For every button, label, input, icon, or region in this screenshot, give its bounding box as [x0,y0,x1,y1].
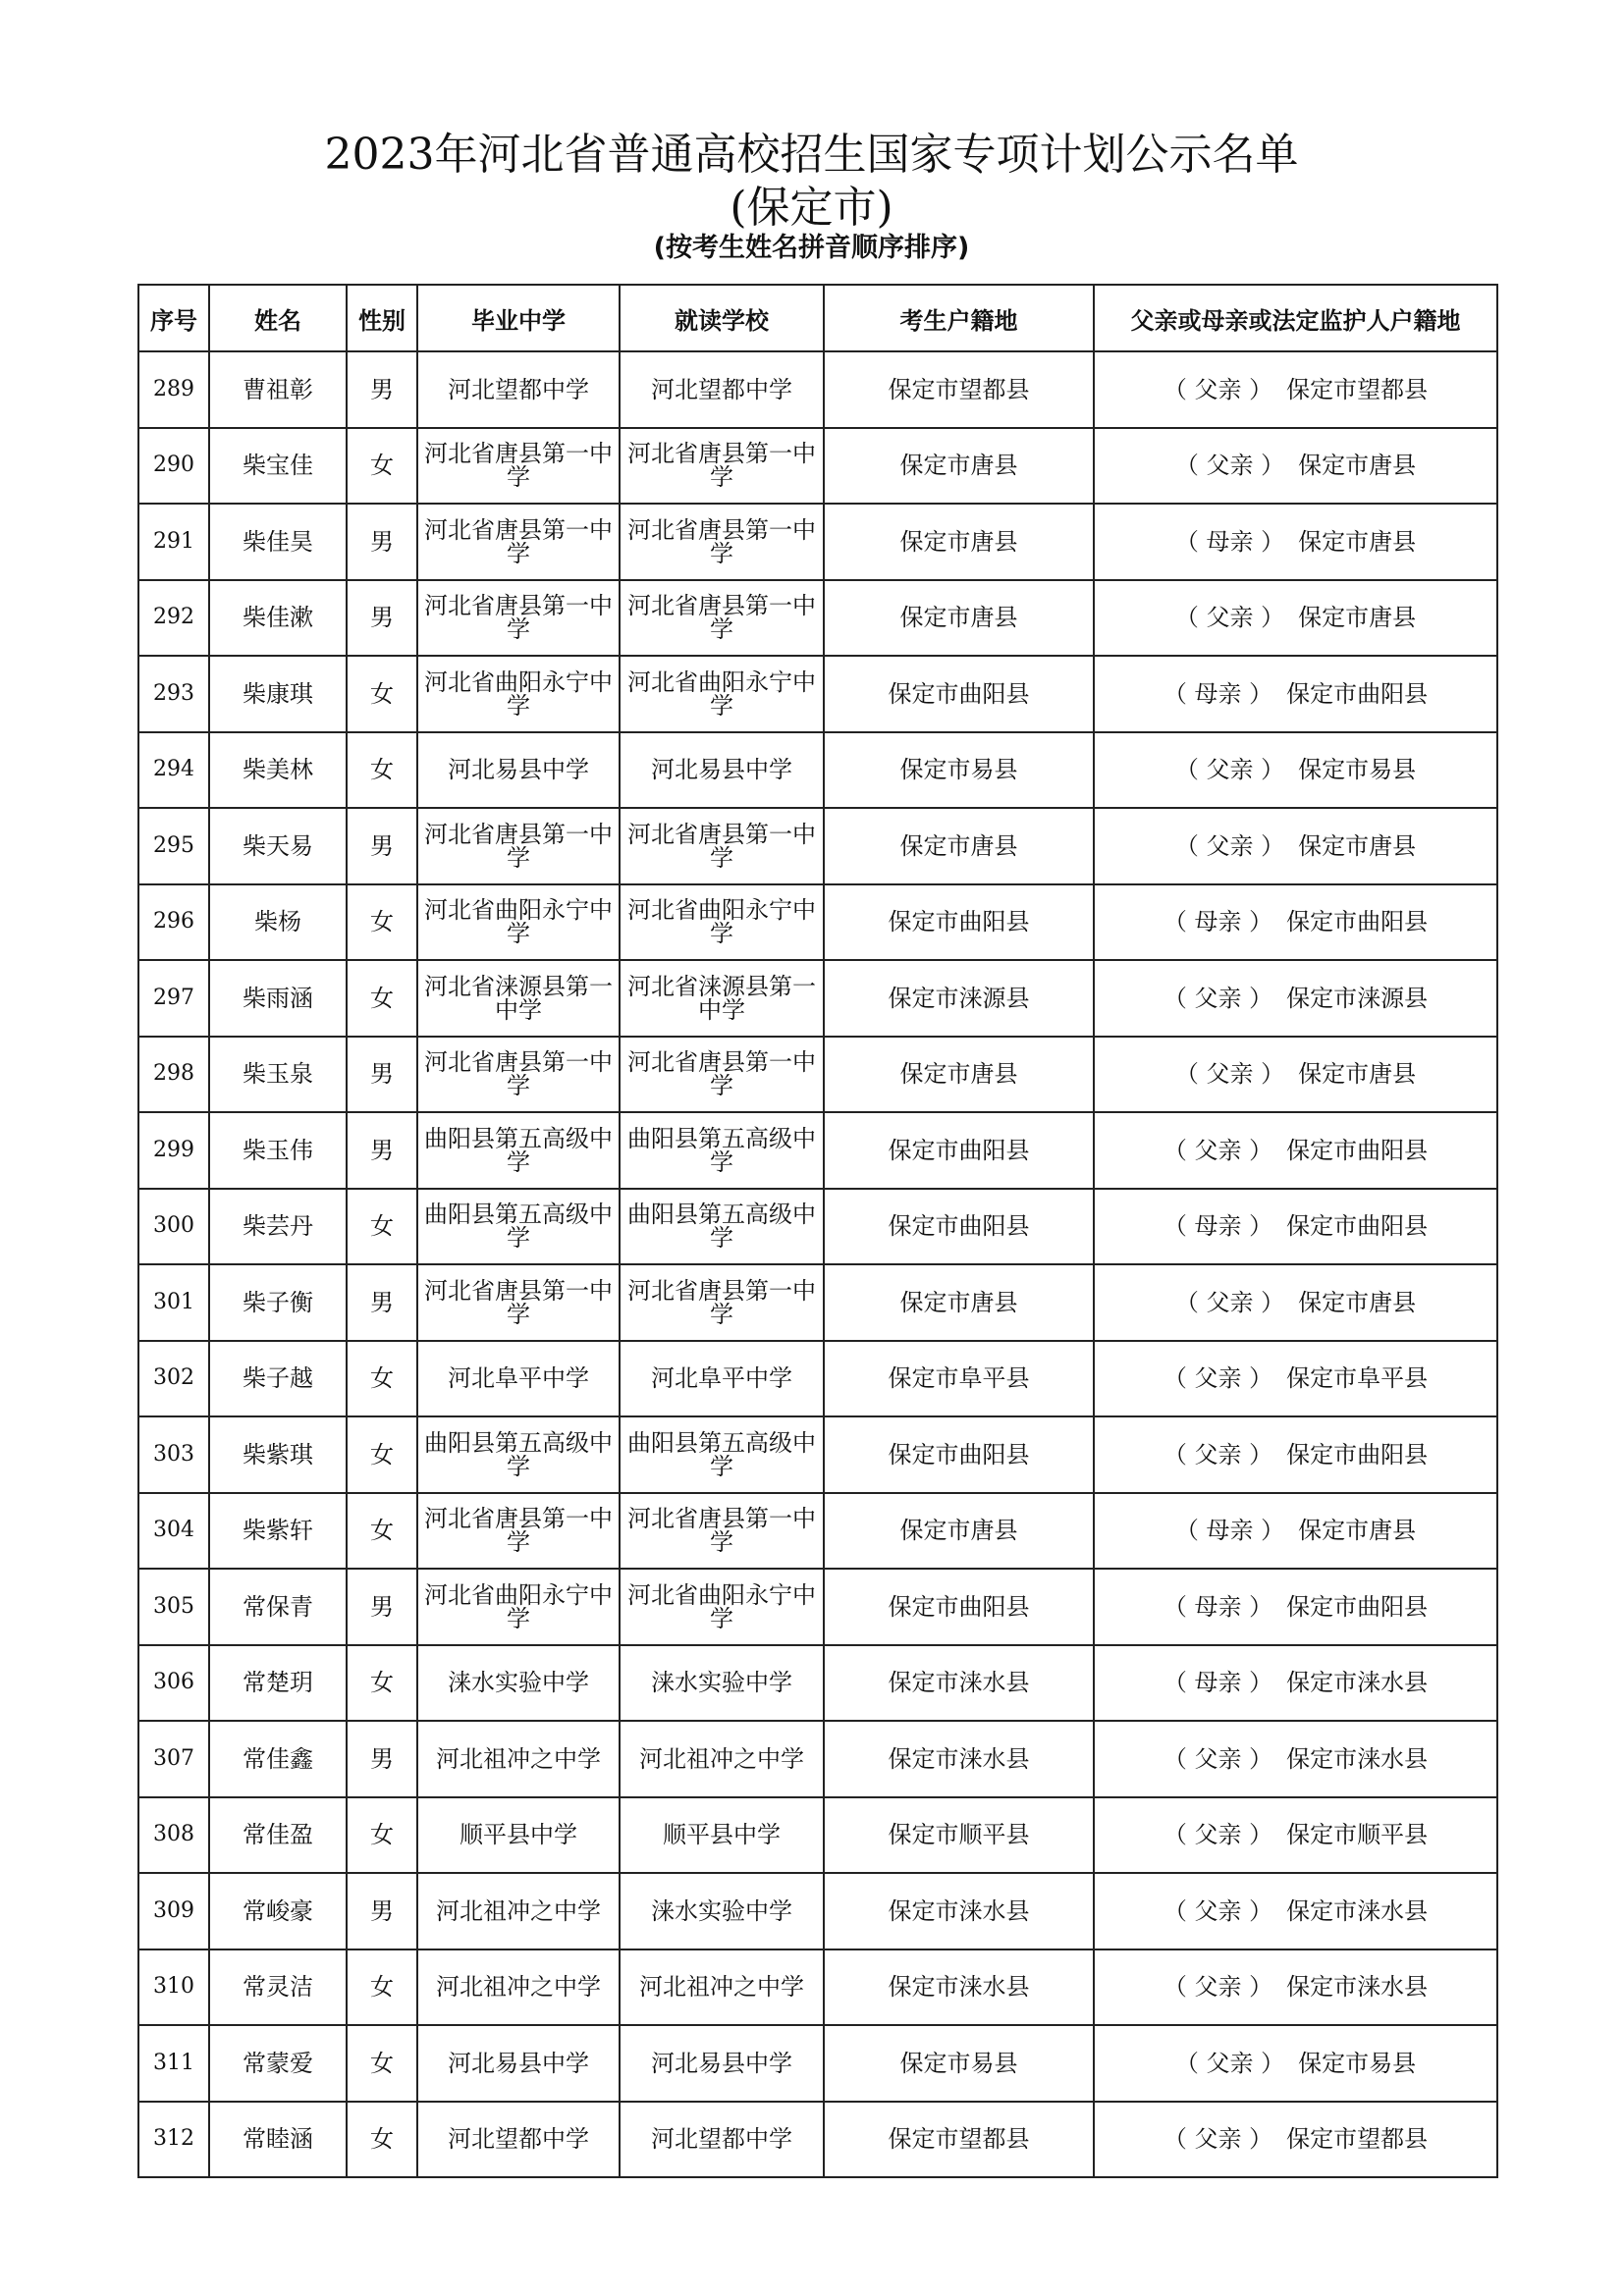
guardian-place: 保定市阜平县 [1286,1364,1429,1393]
cell-school: 河北省唐县第一中学 [620,1037,824,1113]
guardian-place: 保定市唐县 [1298,452,1417,480]
cell-guardian-hukou [1094,1873,1497,1949]
cell-hukou: 保定市涞水县 [824,1873,1094,1949]
cell-guardian-hukou [1094,808,1497,884]
table-row [138,1645,1497,1722]
guardian-place: 保定市唐县 [1298,1517,1417,1545]
guardian-place: 保定市易县 [1298,2049,1417,2077]
cell-name: 柴佳漱 [209,580,347,657]
guardian-relation: （ 父亲 ） [1174,604,1285,632]
guardian-place: 保定市唐县 [1298,1060,1417,1089]
cell-seq: 296 [138,884,209,961]
cell-hukou: 保定市唐县 [824,1037,1094,1113]
guardian-place: 保定市唐县 [1298,1288,1417,1316]
cell-hukou: 保定市涞水县 [824,1645,1094,1722]
col-header-name: 姓名 [209,285,347,351]
cell-seq: 300 [138,1189,209,1265]
page-title: 2023年河北省普通高校招生国家专项计划公示名单 [324,130,1299,180]
cell-seq: 293 [138,656,209,732]
cell-grad-school: 涞水实验中学 [417,1645,620,1722]
cell-school: 河北祖冲之中学 [620,1721,824,1797]
cell-grad-school: 曲阳县第五高级中学 [417,1416,620,1493]
guardian-place: 保定市涞水县 [1286,1669,1429,1697]
cell-school: 河北省唐县第一中学 [620,1264,824,1341]
table-body [138,351,1497,2177]
cell-grad-school: 河北省唐县第一中学 [417,580,620,657]
cell-grad-school: 河北阜平中学 [417,1341,620,1417]
cell-seq: 297 [138,960,209,1037]
cell-gender: 女 [347,1797,417,1874]
table-row [138,1493,1497,1570]
cell-name: 常保青 [209,1569,347,1645]
cell-grad-school: 河北易县中学 [417,2025,620,2102]
cell-grad-school: 河北易县中学 [417,732,620,809]
guardian-relation: （ 母亲 ） [1163,908,1273,936]
cell-school: 河北省曲阳永宁中学 [620,656,824,732]
cell-gender: 女 [347,2025,417,2102]
cell-hukou: 保定市唐县 [824,808,1094,884]
cell-grad-school: 河北祖冲之中学 [417,1721,620,1797]
guardian-relation: （ 母亲 ） [1163,1212,1273,1241]
cell-seq: 299 [138,1112,209,1189]
col-header-school: 就读学校 [620,285,824,351]
col-header-guardian-hukou: 父亲或母亲或法定监护人户籍地 [1094,285,1497,351]
cell-hukou: 保定市易县 [824,2025,1094,2102]
cell-seq: 292 [138,580,209,657]
table-row [138,884,1497,961]
cell-gender: 女 [347,1189,417,1265]
cell-grad-school: 顺平县中学 [417,1797,620,1874]
cell-gender: 女 [347,884,417,961]
table-row [138,1797,1497,1874]
cell-school: 河北省唐县第一中学 [620,580,824,657]
guardian-place: 保定市曲阳县 [1286,1212,1429,1241]
cell-gender: 男 [347,580,417,657]
guardian-place: 保定市唐县 [1298,831,1417,860]
guardian-place: 保定市曲阳县 [1286,908,1429,936]
guardian-place: 保定市涞源县 [1286,984,1429,1012]
cell-hukou: 保定市涞源县 [824,960,1094,1037]
cell-name: 柴康琪 [209,656,347,732]
cell-gender: 女 [347,960,417,1037]
cell-name: 柴紫轩 [209,1493,347,1570]
cell-hukou: 保定市涞水县 [824,1949,1094,2026]
cell-hukou: 保定市阜平县 [824,1341,1094,1417]
cell-seq: 290 [138,428,209,505]
cell-grad-school: 河北省唐县第一中学 [417,1493,620,1570]
cell-grad-school: 河北省唐县第一中学 [417,1264,620,1341]
guardian-relation: （ 父亲 ） [1163,1973,1273,2002]
cell-school: 河北易县中学 [620,2025,824,2102]
cell-seq: 289 [138,351,209,428]
cell-name: 曹祖彰 [209,351,347,428]
cell-name: 常蒙爱 [209,2025,347,2102]
cell-seq: 306 [138,1645,209,1722]
cell-name: 柴宝佳 [209,428,347,505]
col-header-hukou: 考生户籍地 [824,285,1094,351]
cell-school: 河北望都中学 [620,2102,824,2178]
cell-name: 柴杨 [209,884,347,961]
cell-guardian-hukou [1094,1493,1497,1570]
cell-guardian-hukou [1094,1264,1497,1341]
cell-seq: 291 [138,504,209,580]
cell-grad-school: 河北省唐县第一中学 [417,808,620,884]
cell-name: 常灵洁 [209,1949,347,2026]
cell-name: 柴紫琪 [209,1416,347,1493]
guardian-relation: （ 父亲 ） [1174,2049,1285,2077]
cell-guardian-hukou [1094,884,1497,961]
cell-guardian-hukou [1094,504,1497,580]
cell-gender: 男 [347,351,417,428]
guardian-place: 保定市曲阳县 [1286,1592,1429,1621]
cell-school: 顺平县中学 [620,1797,824,1874]
guardian-place: 保定市涞水县 [1286,1744,1429,1773]
cell-hukou: 保定市唐县 [824,580,1094,657]
cell-guardian-hukou [1094,656,1497,732]
cell-guardian-hukou [1094,428,1497,505]
cell-school: 河北祖冲之中学 [620,1949,824,2026]
cell-name: 常佳盈 [209,1797,347,1874]
guardian-relation: （ 父亲 ） [1174,1060,1285,1089]
guardian-relation: （ 父亲 ） [1163,1821,1273,1849]
table-row [138,580,1497,657]
guardian-relation: （ 母亲 ） [1174,527,1285,556]
guardian-relation: （ 父亲 ） [1163,984,1273,1012]
cell-school: 河北省唐县第一中学 [620,428,824,505]
table-row [138,1037,1497,1113]
cell-grad-school: 河北省唐县第一中学 [417,428,620,505]
guardian-place: 保定市曲阳县 [1286,1136,1429,1164]
guardian-place: 保定市望都县 [1286,2125,1429,2154]
table-row [138,1416,1497,1493]
cell-name: 柴佳昊 [209,504,347,580]
cell-gender: 女 [347,2102,417,2178]
table-row [138,1949,1497,2026]
cell-name: 常佳鑫 [209,1721,347,1797]
guardian-relation: （ 父亲 ） [1163,375,1273,403]
cell-gender: 男 [347,1569,417,1645]
cell-seq: 310 [138,1949,209,2026]
cell-guardian-hukou [1094,1797,1497,1874]
table-row [138,1341,1497,1417]
page-subtitle: (保定市) [730,183,893,233]
table-row [138,960,1497,1037]
cell-grad-school: 曲阳县第五高级中学 [417,1189,620,1265]
guardian-relation: （ 父亲 ） [1174,1288,1285,1316]
cell-hukou: 保定市曲阳县 [824,1112,1094,1189]
cell-school: 河北省涞源县第一中学 [620,960,824,1037]
table-row [138,1112,1497,1189]
table-row [138,1569,1497,1645]
cell-seq: 312 [138,2102,209,2178]
cell-name: 常楚玥 [209,1645,347,1722]
cell-hukou: 保定市望都县 [824,351,1094,428]
sort-note: (按考生姓名拼音顺序排序) [653,233,970,263]
cell-seq: 305 [138,1569,209,1645]
guardian-relation: （ 父亲 ） [1163,1440,1273,1468]
cell-grad-school: 河北祖冲之中学 [417,1873,620,1949]
cell-hukou: 保定市曲阳县 [824,884,1094,961]
guardian-relation: （ 父亲 ） [1174,452,1285,480]
table-row [138,351,1497,428]
cell-guardian-hukou [1094,732,1497,809]
guardian-relation: （ 母亲 ） [1163,1592,1273,1621]
cell-guardian-hukou [1094,2102,1497,2178]
cell-gender: 男 [347,1264,417,1341]
cell-name: 柴子越 [209,1341,347,1417]
cell-school: 河北省曲阳永宁中学 [620,1569,824,1645]
cell-seq: 294 [138,732,209,809]
table-row [138,2102,1497,2178]
cell-gender: 女 [347,1949,417,2026]
cell-hukou: 保定市易县 [824,732,1094,809]
cell-name: 常睦涵 [209,2102,347,2178]
cell-guardian-hukou [1094,960,1497,1037]
guardian-relation: （ 父亲 ） [1174,831,1285,860]
cell-name: 柴芸丹 [209,1189,347,1265]
roster-table [137,284,1498,2178]
cell-gender: 女 [347,1645,417,1722]
col-header-grad-school: 毕业中学 [417,285,620,351]
cell-seq: 304 [138,1493,209,1570]
cell-hukou: 保定市唐县 [824,504,1094,580]
table-row [138,1264,1497,1341]
cell-hukou: 保定市涞水县 [824,1721,1094,1797]
cell-guardian-hukou [1094,351,1497,428]
cell-name: 柴子衡 [209,1264,347,1341]
cell-hukou: 保定市唐县 [824,428,1094,505]
cell-school: 河北望都中学 [620,351,824,428]
guardian-place: 保定市曲阳县 [1286,679,1429,708]
col-header-gender: 性别 [347,285,417,351]
cell-name: 柴美林 [209,732,347,809]
cell-gender: 男 [347,1112,417,1189]
guardian-relation: （ 父亲 ） [1163,1136,1273,1164]
cell-school: 河北省唐县第一中学 [620,808,824,884]
table-row [138,428,1497,505]
cell-gender: 男 [347,808,417,884]
cell-gender: 男 [347,1873,417,1949]
cell-hukou: 保定市曲阳县 [824,1416,1094,1493]
cell-seq: 309 [138,1873,209,1949]
table-row [138,1873,1497,1949]
cell-hukou: 保定市曲阳县 [824,1189,1094,1265]
cell-guardian-hukou [1094,580,1497,657]
cell-name: 柴玉伟 [209,1112,347,1189]
guardian-relation: （ 父亲 ） [1174,756,1285,784]
guardian-place: 保定市曲阳县 [1286,1440,1429,1468]
guardian-place: 保定市望都县 [1286,375,1429,403]
cell-seq: 311 [138,2025,209,2102]
cell-guardian-hukou [1094,1341,1497,1417]
cell-grad-school: 河北省唐县第一中学 [417,1037,620,1113]
cell-guardian-hukou [1094,2025,1497,2102]
cell-name: 柴雨涵 [209,960,347,1037]
cell-gender: 女 [347,1341,417,1417]
cell-seq: 302 [138,1341,209,1417]
table-row [138,1189,1497,1265]
table-row [138,1721,1497,1797]
cell-hukou: 保定市顺平县 [824,1797,1094,1874]
cell-school: 涞水实验中学 [620,1645,824,1722]
cell-seq: 298 [138,1037,209,1113]
cell-guardian-hukou [1094,1037,1497,1113]
guardian-relation: （ 母亲 ） [1163,1669,1273,1697]
cell-gender: 男 [347,504,417,580]
cell-guardian-hukou [1094,1949,1497,2026]
table-row [138,808,1497,884]
cell-grad-school: 河北省曲阳永宁中学 [417,1569,620,1645]
cell-grad-school: 河北省涞源县第一中学 [417,960,620,1037]
cell-hukou: 保定市唐县 [824,1264,1094,1341]
guardian-relation: （ 父亲 ） [1163,1744,1273,1773]
cell-school: 涞水实验中学 [620,1873,824,1949]
table-row [138,732,1497,809]
cell-gender: 男 [347,1721,417,1797]
cell-seq: 307 [138,1721,209,1797]
cell-gender: 男 [347,1037,417,1113]
table-row [138,656,1497,732]
cell-grad-school: 河北望都中学 [417,351,620,428]
cell-name: 柴天易 [209,808,347,884]
col-header-seq: 序号 [138,285,209,351]
guardian-relation: （ 父亲 ） [1163,1896,1273,1925]
cell-seq: 301 [138,1264,209,1341]
cell-gender: 女 [347,732,417,809]
cell-gender: 女 [347,656,417,732]
cell-grad-school: 河北望都中学 [417,2102,620,2178]
cell-hukou: 保定市唐县 [824,1493,1094,1570]
table-row [138,2025,1497,2102]
table-header-row [138,285,1497,351]
guardian-relation: （ 父亲 ） [1163,2125,1273,2154]
cell-guardian-hukou [1094,1721,1497,1797]
guardian-place: 保定市唐县 [1298,527,1417,556]
guardian-place: 保定市唐县 [1298,604,1417,632]
table-row [138,504,1497,580]
cell-hukou: 保定市曲阳县 [824,1569,1094,1645]
cell-guardian-hukou [1094,1189,1497,1265]
cell-guardian-hukou [1094,1645,1497,1722]
guardian-place: 保定市易县 [1298,756,1417,784]
cell-school: 河北省曲阳永宁中学 [620,884,824,961]
cell-hukou: 保定市曲阳县 [824,656,1094,732]
cell-seq: 295 [138,808,209,884]
cell-grad-school: 河北省曲阳永宁中学 [417,884,620,961]
cell-seq: 308 [138,1797,209,1874]
cell-grad-school: 河北省唐县第一中学 [417,504,620,580]
cell-school: 河北省唐县第一中学 [620,504,824,580]
cell-gender: 女 [347,1493,417,1570]
cell-hukou: 保定市望都县 [824,2102,1094,2178]
guardian-relation: （ 父亲 ） [1163,1364,1273,1393]
guardian-relation: （ 母亲 ） [1174,1517,1285,1545]
cell-school: 河北易县中学 [620,732,824,809]
cell-grad-school: 曲阳县第五高级中学 [417,1112,620,1189]
cell-grad-school: 河北祖冲之中学 [417,1949,620,2026]
cell-school: 曲阳县第五高级中学 [620,1189,824,1265]
cell-school: 河北阜平中学 [620,1341,824,1417]
guardian-place: 保定市顺平县 [1286,1821,1429,1849]
cell-grad-school: 河北省曲阳永宁中学 [417,656,620,732]
cell-gender: 女 [347,1416,417,1493]
guardian-relation: （ 母亲 ） [1163,679,1273,708]
cell-guardian-hukou [1094,1416,1497,1493]
cell-guardian-hukou [1094,1569,1497,1645]
cell-guardian-hukou [1094,1112,1497,1189]
cell-gender: 女 [347,428,417,505]
cell-seq: 303 [138,1416,209,1493]
cell-school: 河北省唐县第一中学 [620,1493,824,1570]
guardian-place: 保定市涞水县 [1286,1973,1429,2002]
cell-name: 柴玉泉 [209,1037,347,1113]
cell-school: 曲阳县第五高级中学 [620,1112,824,1189]
cell-name: 常峻豪 [209,1873,347,1949]
cell-school: 曲阳县第五高级中学 [620,1416,824,1493]
guardian-place: 保定市涞水县 [1286,1896,1429,1925]
